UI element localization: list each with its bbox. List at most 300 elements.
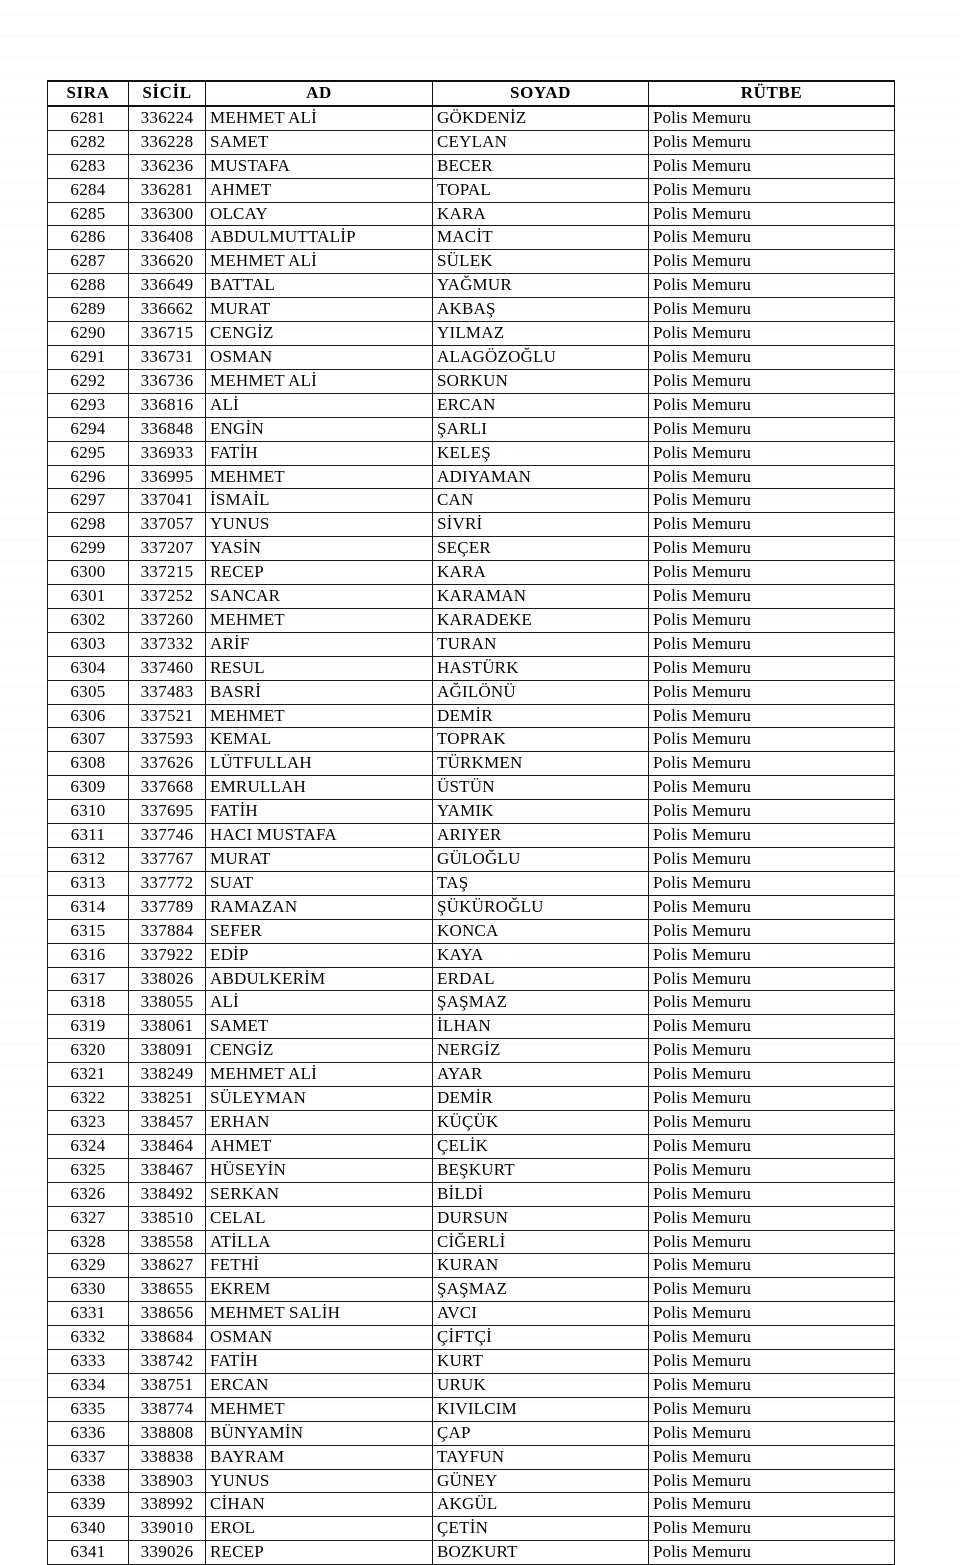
cell-sicil: 338026 — [129, 967, 206, 991]
cell-sira: 6321 — [48, 1063, 129, 1087]
table-row — [48, 824, 895, 848]
table-row — [48, 800, 895, 824]
cell-ad: ERCAN — [206, 1373, 433, 1397]
cell-ad: SAMET — [206, 130, 433, 154]
cell-sicil: 337695 — [129, 800, 206, 824]
cell-sicil: 337483 — [129, 680, 206, 704]
cell-rutbe: Polis Memuru — [649, 1110, 895, 1134]
cell-rutbe: Polis Memuru — [649, 1302, 895, 1326]
cell-ad: ABDULKERİM — [206, 967, 433, 991]
cell-ad: EROL — [206, 1517, 433, 1541]
cell-ad: SERKAN — [206, 1182, 433, 1206]
cell-sicil: 339026 — [129, 1541, 206, 1565]
cell-rutbe: Polis Memuru — [649, 656, 895, 680]
cell-sicil: 338751 — [129, 1373, 206, 1397]
cell-sira: 6295 — [48, 441, 129, 465]
table-row — [48, 943, 895, 967]
cell-ad: YUNUS — [206, 513, 433, 537]
cell-sira: 6312 — [48, 848, 129, 872]
cell-sicil: 337215 — [129, 561, 206, 585]
cell-soyad: KARAMAN — [433, 585, 649, 609]
cell-sicil: 337057 — [129, 513, 206, 537]
cell-ad: MEHMET — [206, 465, 433, 489]
cell-sicil: 337746 — [129, 824, 206, 848]
cell-soyad: ŞAŞMAZ — [433, 991, 649, 1015]
cell-rutbe: Polis Memuru — [649, 824, 895, 848]
cell-rutbe: Polis Memuru — [649, 369, 895, 393]
cell-sira: 6330 — [48, 1278, 129, 1302]
cell-rutbe: Polis Memuru — [649, 1254, 895, 1278]
cell-ad: LÜTFULLAH — [206, 752, 433, 776]
cell-ad: SAMET — [206, 1015, 433, 1039]
table-body — [48, 106, 895, 1565]
table-row — [48, 322, 895, 346]
cell-soyad: ŞÜKÜROĞLU — [433, 895, 649, 919]
cell-rutbe: Polis Memuru — [649, 1230, 895, 1254]
cell-ad: OSMAN — [206, 1326, 433, 1350]
cell-sicil: 336300 — [129, 202, 206, 226]
cell-ad: AHMET — [206, 178, 433, 202]
cell-sicil: 337789 — [129, 895, 206, 919]
table-row — [48, 1110, 895, 1134]
table-row — [48, 871, 895, 895]
cell-soyad: SÜLEK — [433, 250, 649, 274]
cell-ad: BASRİ — [206, 680, 433, 704]
cell-sira: 6329 — [48, 1254, 129, 1278]
cell-sira: 6336 — [48, 1421, 129, 1445]
table-row — [48, 202, 895, 226]
cell-soyad: ÇETİN — [433, 1517, 649, 1541]
cell-ad: EMRULLAH — [206, 776, 433, 800]
cell-sicil: 337626 — [129, 752, 206, 776]
cell-rutbe: Polis Memuru — [649, 1326, 895, 1350]
cell-ad: ABDULMUTTALİP — [206, 226, 433, 250]
cell-ad: KEMAL — [206, 728, 433, 752]
cell-ad: ALİ — [206, 393, 433, 417]
cell-sicil: 338742 — [129, 1350, 206, 1374]
table-row — [48, 298, 895, 322]
cell-soyad: TOPAL — [433, 178, 649, 202]
table-row — [48, 919, 895, 943]
cell-ad: İSMAİL — [206, 489, 433, 513]
cell-rutbe: Polis Memuru — [649, 537, 895, 561]
cell-sicil: 338903 — [129, 1469, 206, 1493]
table-row — [48, 608, 895, 632]
cell-sicil: 337767 — [129, 848, 206, 872]
table-row — [48, 680, 895, 704]
cell-sicil: 336281 — [129, 178, 206, 202]
cell-sira: 6281 — [48, 106, 129, 130]
cell-ad: SEFER — [206, 919, 433, 943]
table-row — [48, 1326, 895, 1350]
cell-sicil: 337252 — [129, 585, 206, 609]
cell-ad: RECEP — [206, 561, 433, 585]
personnel-roster-table — [47, 80, 895, 1565]
cell-sira: 6332 — [48, 1326, 129, 1350]
cell-sira: 6305 — [48, 680, 129, 704]
cell-rutbe: Polis Memuru — [649, 967, 895, 991]
cell-rutbe: Polis Memuru — [649, 1373, 895, 1397]
cell-soyad: AKBAŞ — [433, 298, 649, 322]
cell-sira: 6311 — [48, 824, 129, 848]
cell-soyad: DURSUN — [433, 1206, 649, 1230]
cell-soyad: KARADEKE — [433, 608, 649, 632]
cell-rutbe: Polis Memuru — [649, 919, 895, 943]
cell-rutbe: Polis Memuru — [649, 991, 895, 1015]
cell-ad: CENGİZ — [206, 1039, 433, 1063]
table-row — [48, 1302, 895, 1326]
cell-rutbe: Polis Memuru — [649, 106, 895, 130]
cell-soyad: AĞILÖNÜ — [433, 680, 649, 704]
cell-ad: AHMET — [206, 1134, 433, 1158]
cell-sira: 6335 — [48, 1397, 129, 1421]
cell-ad: FATİH — [206, 800, 433, 824]
cell-soyad: ARIYER — [433, 824, 649, 848]
cell-rutbe: Polis Memuru — [649, 1158, 895, 1182]
cell-sira: 6310 — [48, 800, 129, 824]
cell-sicil: 336224 — [129, 106, 206, 130]
cell-sicil: 338464 — [129, 1134, 206, 1158]
cell-ad: RECEP — [206, 1541, 433, 1565]
cell-sicil: 336408 — [129, 226, 206, 250]
table-header-row — [48, 81, 895, 106]
cell-sicil: 338467 — [129, 1158, 206, 1182]
cell-sicil: 336933 — [129, 441, 206, 465]
cell-rutbe: Polis Memuru — [649, 1278, 895, 1302]
cell-sicil: 339010 — [129, 1517, 206, 1541]
cell-sira: 6326 — [48, 1182, 129, 1206]
cell-ad: MEHMET — [206, 608, 433, 632]
table-row — [48, 1254, 895, 1278]
cell-soyad: ÜSTÜN — [433, 776, 649, 800]
cell-rutbe: Polis Memuru — [649, 704, 895, 728]
cell-rutbe: Polis Memuru — [649, 1469, 895, 1493]
cell-soyad: KURT — [433, 1350, 649, 1374]
table-row — [48, 226, 895, 250]
cell-ad: MEHMET ALİ — [206, 106, 433, 130]
table-row — [48, 393, 895, 417]
cell-rutbe: Polis Memuru — [649, 1421, 895, 1445]
cell-soyad: SORKUN — [433, 369, 649, 393]
cell-sira: 6334 — [48, 1373, 129, 1397]
cell-ad: MURAT — [206, 848, 433, 872]
cell-soyad: KARA — [433, 202, 649, 226]
cell-soyad: BECER — [433, 154, 649, 178]
cell-soyad: NERGİZ — [433, 1039, 649, 1063]
table-row — [48, 1541, 895, 1565]
cell-soyad: TÜRKMEN — [433, 752, 649, 776]
table-row — [48, 1350, 895, 1374]
cell-ad: MEHMET ALİ — [206, 1063, 433, 1087]
cell-soyad: CİĞERLİ — [433, 1230, 649, 1254]
cell-sira: 6317 — [48, 967, 129, 991]
cell-rutbe: Polis Memuru — [649, 1445, 895, 1469]
table-row — [48, 154, 895, 178]
cell-sira: 6293 — [48, 393, 129, 417]
cell-soyad: ALAGÖZOĞLU — [433, 345, 649, 369]
cell-soyad: TURAN — [433, 632, 649, 656]
table-row — [48, 465, 895, 489]
cell-soyad: ADIYAMAN — [433, 465, 649, 489]
cell-ad: ARİF — [206, 632, 433, 656]
cell-sicil: 338457 — [129, 1110, 206, 1134]
cell-sira: 6282 — [48, 130, 129, 154]
cell-sicil: 337772 — [129, 871, 206, 895]
cell-sira: 6320 — [48, 1039, 129, 1063]
cell-sicil: 336236 — [129, 154, 206, 178]
cell-rutbe: Polis Memuru — [649, 1541, 895, 1565]
table-row — [48, 752, 895, 776]
cell-sicil: 338808 — [129, 1421, 206, 1445]
cell-sicil: 337922 — [129, 943, 206, 967]
cell-soyad: GÜNEY — [433, 1469, 649, 1493]
cell-sicil: 338558 — [129, 1230, 206, 1254]
cell-soyad: BİLDİ — [433, 1182, 649, 1206]
cell-sira: 6333 — [48, 1350, 129, 1374]
cell-rutbe: Polis Memuru — [649, 274, 895, 298]
table-row — [48, 1182, 895, 1206]
cell-sicil: 338655 — [129, 1278, 206, 1302]
cell-ad: HÜSEYİN — [206, 1158, 433, 1182]
table-row — [48, 345, 895, 369]
cell-sicil: 336848 — [129, 417, 206, 441]
cell-rutbe: Polis Memuru — [649, 465, 895, 489]
cell-sicil: 338992 — [129, 1493, 206, 1517]
cell-soyad: KAYA — [433, 943, 649, 967]
cell-ad: SUAT — [206, 871, 433, 895]
cell-soyad: KONCA — [433, 919, 649, 943]
cell-soyad: KIVILCIM — [433, 1397, 649, 1421]
cell-sicil: 336995 — [129, 465, 206, 489]
cell-ad: SANCAR — [206, 585, 433, 609]
cell-ad: BAYRAM — [206, 1445, 433, 1469]
table-row — [48, 967, 895, 991]
cell-ad: EDİP — [206, 943, 433, 967]
cell-soyad: CEYLAN — [433, 130, 649, 154]
cell-sicil: 338091 — [129, 1039, 206, 1063]
cell-sira: 6314 — [48, 895, 129, 919]
cell-sicil: 338251 — [129, 1087, 206, 1111]
column-header-soyad: SOYAD — [433, 81, 649, 106]
cell-sira: 6287 — [48, 250, 129, 274]
cell-rutbe: Polis Memuru — [649, 1493, 895, 1517]
cell-ad: ALİ — [206, 991, 433, 1015]
table-row — [48, 537, 895, 561]
table-row — [48, 561, 895, 585]
cell-sicil: 336816 — [129, 393, 206, 417]
cell-ad: CENGİZ — [206, 322, 433, 346]
cell-soyad: ÇELİK — [433, 1134, 649, 1158]
cell-sira: 6298 — [48, 513, 129, 537]
cell-sira: 6297 — [48, 489, 129, 513]
cell-sicil: 338510 — [129, 1206, 206, 1230]
cell-sicil: 338838 — [129, 1445, 206, 1469]
cell-ad: OSMAN — [206, 345, 433, 369]
cell-rutbe: Polis Memuru — [649, 322, 895, 346]
cell-rutbe: Polis Memuru — [649, 1039, 895, 1063]
table-row — [48, 1445, 895, 1469]
table-row — [48, 250, 895, 274]
cell-ad: MEHMET ALİ — [206, 250, 433, 274]
cell-soyad: ŞAŞMAZ — [433, 1278, 649, 1302]
cell-sira: 6322 — [48, 1087, 129, 1111]
cell-soyad: ERDAL — [433, 967, 649, 991]
cell-sira: 6315 — [48, 919, 129, 943]
cell-rutbe: Polis Memuru — [649, 130, 895, 154]
cell-sira: 6292 — [48, 369, 129, 393]
cell-soyad: İLHAN — [433, 1015, 649, 1039]
cell-soyad: YAĞMUR — [433, 274, 649, 298]
cell-sira: 6294 — [48, 417, 129, 441]
cell-ad: MURAT — [206, 298, 433, 322]
cell-sira: 6304 — [48, 656, 129, 680]
cell-sicil: 338627 — [129, 1254, 206, 1278]
cell-soyad: CAN — [433, 489, 649, 513]
cell-rutbe: Polis Memuru — [649, 561, 895, 585]
cell-rutbe: Polis Memuru — [649, 1350, 895, 1374]
cell-ad: ATİLLA — [206, 1230, 433, 1254]
cell-sira: 6341 — [48, 1541, 129, 1565]
cell-rutbe: Polis Memuru — [649, 202, 895, 226]
cell-ad: SÜLEYMAN — [206, 1087, 433, 1111]
cell-rutbe: Polis Memuru — [649, 1015, 895, 1039]
cell-sira: 6286 — [48, 226, 129, 250]
table-row — [48, 1158, 895, 1182]
table-row — [48, 1230, 895, 1254]
table-row — [48, 106, 895, 130]
cell-rutbe: Polis Memuru — [649, 513, 895, 537]
cell-rutbe: Polis Memuru — [649, 226, 895, 250]
cell-rutbe: Polis Memuru — [649, 585, 895, 609]
cell-rutbe: Polis Memuru — [649, 441, 895, 465]
cell-rutbe: Polis Memuru — [649, 417, 895, 441]
cell-sicil: 336662 — [129, 298, 206, 322]
cell-rutbe: Polis Memuru — [649, 1087, 895, 1111]
column-header-rutbe: RÜTBE — [649, 81, 895, 106]
cell-sira: 6338 — [48, 1469, 129, 1493]
cell-soyad: MACİT — [433, 226, 649, 250]
table-row — [48, 369, 895, 393]
cell-soyad: TAYFUN — [433, 1445, 649, 1469]
cell-sira: 6289 — [48, 298, 129, 322]
cell-sira: 6327 — [48, 1206, 129, 1230]
table-row — [48, 585, 895, 609]
cell-ad: OLCAY — [206, 202, 433, 226]
cell-ad: CİHAN — [206, 1493, 433, 1517]
cell-sira: 6331 — [48, 1302, 129, 1326]
cell-ad: MEHMET ALİ — [206, 369, 433, 393]
cell-ad: MEHMET SALİH — [206, 1302, 433, 1326]
cell-soyad: ŞARLI — [433, 417, 649, 441]
table-row — [48, 1206, 895, 1230]
cell-sira: 6290 — [48, 322, 129, 346]
cell-sicil: 338774 — [129, 1397, 206, 1421]
table-row — [48, 1134, 895, 1158]
cell-rutbe: Polis Memuru — [649, 393, 895, 417]
table-row — [48, 848, 895, 872]
cell-ad: EKREM — [206, 1278, 433, 1302]
table-row — [48, 991, 895, 1015]
cell-soyad: ÇİFTÇİ — [433, 1326, 649, 1350]
cell-rutbe: Polis Memuru — [649, 871, 895, 895]
cell-sicil: 337521 — [129, 704, 206, 728]
cell-sicil: 338249 — [129, 1063, 206, 1087]
cell-rutbe: Polis Memuru — [649, 895, 895, 919]
table-row — [48, 632, 895, 656]
cell-sicil: 337884 — [129, 919, 206, 943]
cell-sicil: 337668 — [129, 776, 206, 800]
cell-ad: FATİH — [206, 1350, 433, 1374]
cell-sira: 6285 — [48, 202, 129, 226]
cell-sira: 6288 — [48, 274, 129, 298]
cell-soyad: YILMAZ — [433, 322, 649, 346]
cell-ad: RAMAZAN — [206, 895, 433, 919]
cell-sira: 6337 — [48, 1445, 129, 1469]
table-row — [48, 1373, 895, 1397]
table-row — [48, 489, 895, 513]
cell-sicil: 337460 — [129, 656, 206, 680]
cell-sicil: 338055 — [129, 991, 206, 1015]
cell-rutbe: Polis Memuru — [649, 250, 895, 274]
cell-sira: 6340 — [48, 1517, 129, 1541]
table-row — [48, 178, 895, 202]
cell-rutbe: Polis Memuru — [649, 680, 895, 704]
cell-ad: BATTAL — [206, 274, 433, 298]
cell-sira: 6309 — [48, 776, 129, 800]
table-row — [48, 1278, 895, 1302]
cell-sicil: 337593 — [129, 728, 206, 752]
cell-sira: 6316 — [48, 943, 129, 967]
cell-rutbe: Polis Memuru — [649, 752, 895, 776]
table-row — [48, 1517, 895, 1541]
cell-sicil: 337260 — [129, 608, 206, 632]
cell-sira: 6284 — [48, 178, 129, 202]
cell-sira: 6301 — [48, 585, 129, 609]
cell-sicil: 337207 — [129, 537, 206, 561]
cell-sira: 6313 — [48, 871, 129, 895]
table-row — [48, 1015, 895, 1039]
cell-ad: ENGİN — [206, 417, 433, 441]
cell-sicil: 337041 — [129, 489, 206, 513]
cell-sira: 6299 — [48, 537, 129, 561]
cell-soyad: AYAR — [433, 1063, 649, 1087]
cell-sicil: 337332 — [129, 632, 206, 656]
cell-ad: YASİN — [206, 537, 433, 561]
cell-rutbe: Polis Memuru — [649, 1134, 895, 1158]
cell-rutbe: Polis Memuru — [649, 489, 895, 513]
table-row — [48, 1063, 895, 1087]
table-row — [48, 130, 895, 154]
table-header — [48, 81, 895, 106]
cell-sira: 6307 — [48, 728, 129, 752]
cell-rutbe: Polis Memuru — [649, 776, 895, 800]
cell-ad: MUSTAFA — [206, 154, 433, 178]
cell-sicil: 338684 — [129, 1326, 206, 1350]
cell-soyad: GÖKDENİZ — [433, 106, 649, 130]
cell-rutbe: Polis Memuru — [649, 848, 895, 872]
table-row — [48, 441, 895, 465]
cell-soyad: TAŞ — [433, 871, 649, 895]
cell-ad: BÜNYAMİN — [206, 1421, 433, 1445]
cell-sira: 6325 — [48, 1158, 129, 1182]
cell-ad: YUNUS — [206, 1469, 433, 1493]
cell-sicil: 336620 — [129, 250, 206, 274]
cell-rutbe: Polis Memuru — [649, 1182, 895, 1206]
cell-soyad: ERCAN — [433, 393, 649, 417]
cell-soyad: AVCI — [433, 1302, 649, 1326]
cell-sira: 6300 — [48, 561, 129, 585]
cell-sira: 6324 — [48, 1134, 129, 1158]
